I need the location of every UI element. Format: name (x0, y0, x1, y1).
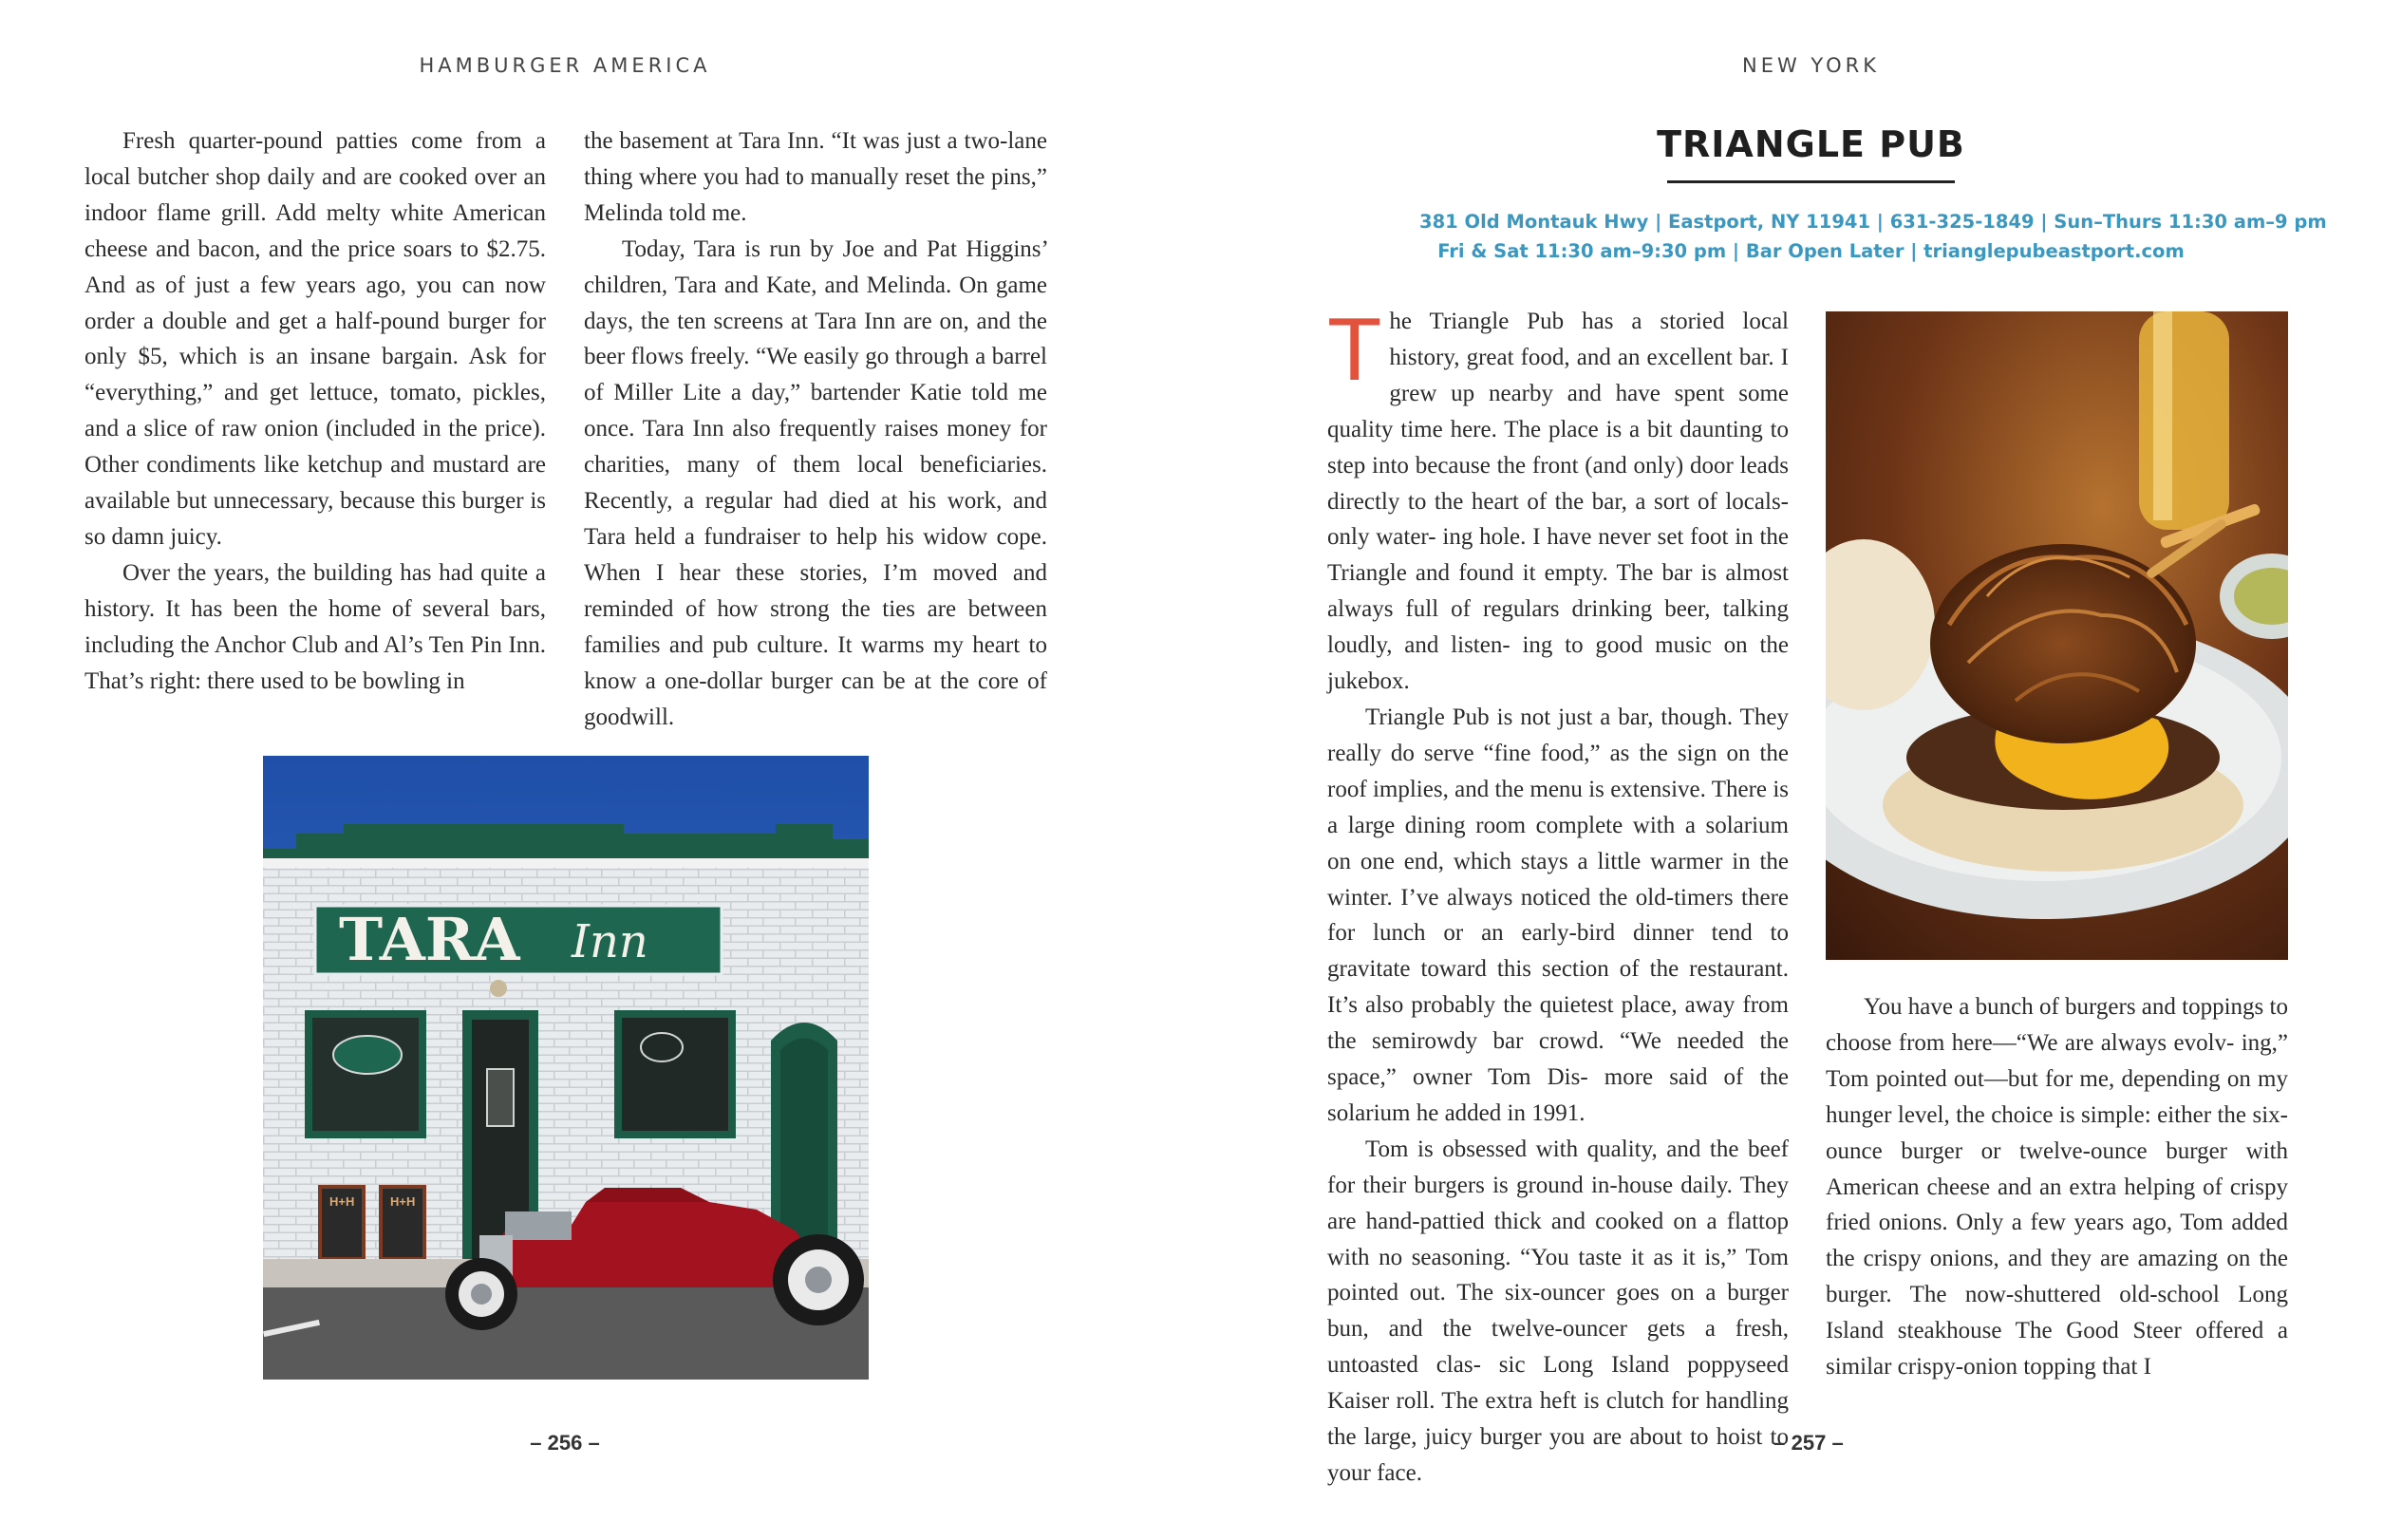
burger-image (1826, 311, 2288, 960)
paragraph: Tom is obsessed with quality, and the beef for their burgers is ground in-house daily. They are hand-pattied thick and cooked on a flattop with no seasoning. “You taste it as it is,” Tom pointed out. The six-ouncer goes on a burger bun, and the twelve-ouncer gets a fresh, untoasted clas- sic Long Island poppyseed Kaiser roll. The extra heft is clutch for handling the large, juicy burger you are about to hoist to your face. (1327, 1136, 1790, 1486)
paragraph: Today, Tara is run by Joe and Pat Higgins’ children, Tara and Kate, and Melinda. On game days, the ten screens at Tara Inn are on, and the beer flows freely. “We easily go through a barrel of Miller Lite a day,” bartender Katie told me once. Tara Inn also frequently raises money for charities, many of them local beneficiaries. Recently, a regular had died at his work, and Tara held a fundraiser to help his widow cope. When I hear these stories, I’m moved and reminded of how strong the ties are between families and pub culture. It warms my heart to know a one-dollar burger can be at the core of goodwill. (584, 235, 1048, 730)
restaurant-info-line-2: Fri & Sat 11:30 am–9:30 pm | Bar Open Later | trianglepubeastport.com (1437, 240, 2185, 262)
right-page (1192, 0, 2383, 1540)
paragraph: Fresh quarter-pound patties come from a local butcher shop daily and are cooked over an indoor flame grill. Add melty white American cheese and bacon, and the price soars to $2.75. And as of just a few years ago, you can now order a double and get a half-pound burger for only $5, which is an insane bargain. Ask for “everything,” and get lettuce, tomato, pickles, and a slice of raw onion (included in the price). Other condiments like ketchup and mustard are available but unnecessary, because this burger is so damn juicy. (84, 128, 546, 550)
title-underline (1667, 180, 1955, 183)
board-heading: H+H (329, 1194, 355, 1209)
paragraph: The Triangle Pub has a storied local history, great food, and an excellent bar. I grew up nearby and have spent some quality time here. The place is a bit daunting to step into because the front (and only) door leads directly to the heart of the bar, a sort of locals-only water- ing hole. I have never set foot in the Triangle and found it empty. The bar is almost always full of regulars drinking beer, talking loudly, and listen- ing to good music on the jukebox. (1327, 299, 1790, 695)
paragraph: Over the years, the building has had quite a history. It has been the home of several bars, including the Anchor Club and Al’s Ten Pin Inn. That’s right: there used to be bowling in (84, 559, 547, 694)
tara-inn-photo (263, 756, 869, 1380)
tara-inn-storefront-image (263, 756, 869, 1380)
paragraph: You have a bunch of burgers and toppings to choose from here—“We are always evolv- ing,” Tom pointed out—but for me, depending on my hunger level, the choice is simple: either the six-ounce burger or twelve-ounce burger with American cheese and an extra helping of crispy fried onions. Only a few years ago, Tom added the crispy onions, and they are amazing on the burger. The now-shuttered old-school Long Island steakhouse The Good Steer offered a similar crispy-onion topping that I (1826, 994, 2289, 1380)
paragraph: the basement at Tara Inn. “It was just a two-lane thing where you had to manually reset the pins,” Melinda told me. (584, 128, 1047, 226)
burger-photo (1826, 311, 2288, 960)
running-head: NEW YORK (1742, 54, 1880, 77)
page-number: – 257 – (1773, 1431, 1844, 1455)
drop-cap: T (1327, 299, 1382, 399)
board-heading-2: H+H (390, 1194, 416, 1209)
paragraph: Triangle Pub is not just a bar, though. They really do serve “fine food,” as the sign on the roof implies, and the menu is extensive. There is a large dining room complete with a solarium on one end, which stays a little warmer in the winter. I’ve always noticed the old-timers there for lunch or an early-bird dinner tend to gravitate toward this section of the restaurant. It’s also probably the quietest place, away from the semirowdy bar crowd. “We needed the space,” owner Tom Dis- more said of the solarium he added in 1991. (1327, 704, 1790, 1126)
running-head: HAMBURGER AMERICA (419, 54, 711, 77)
right-column-2 (1826, 989, 2288, 1385)
restaurant-info-line-1: 381 Old Montauk Hwy | Eastport, NY 11941 | 631-325-1849 | Sun–Thurs 11:30 am–9 pm (1419, 211, 2327, 233)
left-column-2 (584, 123, 1047, 735)
sign-word-tara: TARA (339, 905, 520, 974)
restaurant-title: TRIANGLE PUB (1657, 123, 1965, 165)
right-column-1 (1327, 299, 1790, 1492)
page-number: – 256 – (530, 1431, 600, 1455)
sign-word-inn: Inn (572, 915, 648, 968)
left-column-1 (84, 123, 546, 700)
